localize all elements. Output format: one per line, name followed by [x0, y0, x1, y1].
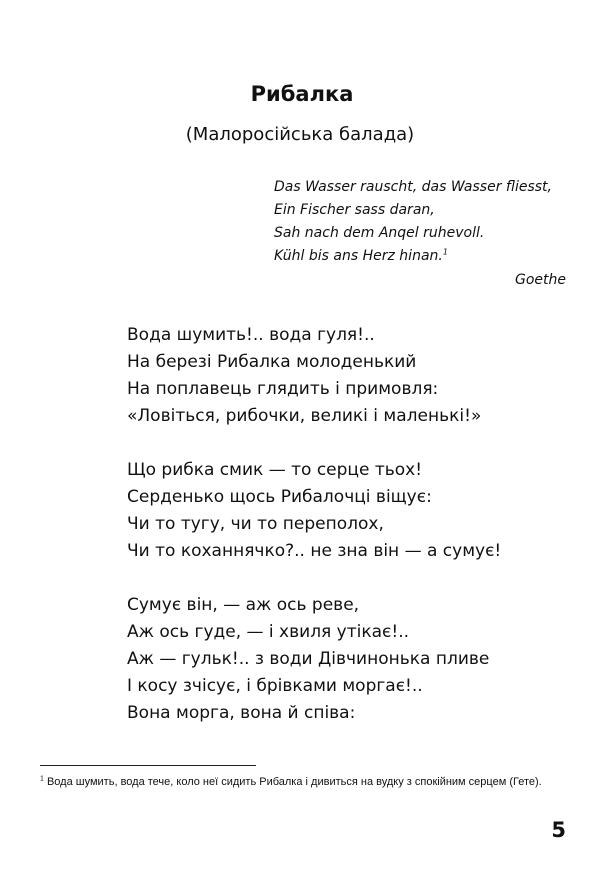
epigraph-line: Ein Fischer sass daran, [274, 202, 435, 218]
epigraph-line-text: Kühl bis ans Herz hinan. [274, 248, 443, 264]
poem-line: Сумує він, — аж ось реве, [127, 595, 360, 615]
poem-line: І косу зчісує, і брівками моргає!.. [127, 676, 423, 696]
epigraph [274, 176, 566, 292]
poem-line: На поплавець глядить і примовля: [127, 379, 439, 399]
poem-line: Аж ось гуде, — і хвиля утікає!.. [127, 622, 410, 642]
footnote-marker: 1 [40, 775, 44, 783]
poem-line: На березі Рибалка молоденький [127, 352, 417, 372]
footnote [40, 773, 566, 791]
poem-subtitle: (Малоросійська балада) [185, 124, 415, 145]
epigraph-last-line [274, 245, 566, 268]
poem-line: Що рибка смик — то серце тьох! [127, 460, 423, 480]
poem-line: «Ловіться, рибочки, великі і маленькі!» [127, 406, 482, 426]
poem-body [127, 322, 557, 754]
stanza [127, 457, 557, 565]
poem-line: Серденько щось Рибалочці віщує: [127, 487, 432, 507]
footnote-divider [40, 765, 256, 766]
footnote-text: Вода шумить, вода тече, коло неї сидить Рибалка і дивиться на вудку з спокійним серцем (Гете). [46, 776, 542, 788]
epigraph-line: Sah nach dem Anqel ruhevoll. [274, 225, 485, 241]
page-number: 5 [551, 818, 566, 842]
poem-line: Вона морга, вона й співа: [127, 703, 356, 723]
poem-line: Аж — гульк!.. з води Дівчинонька пливе [127, 649, 490, 669]
epigraph-author: Goethe [514, 272, 566, 288]
poem-title: Рибалка [250, 82, 354, 106]
stanza [127, 322, 557, 430]
poem-line: Чи то коханнячко?.. не зна він — а сумує! [127, 541, 502, 561]
poem-line: Чи то тугу, чи то переполох, [127, 514, 384, 534]
footnote-reference: 1 [442, 247, 448, 257]
stanza [127, 592, 557, 727]
epigraph-line: Das Wasser rauscht, das Wasser fliesst, [274, 179, 552, 195]
poem-line: Вода шумить!.. вода гуля!.. [127, 325, 375, 345]
